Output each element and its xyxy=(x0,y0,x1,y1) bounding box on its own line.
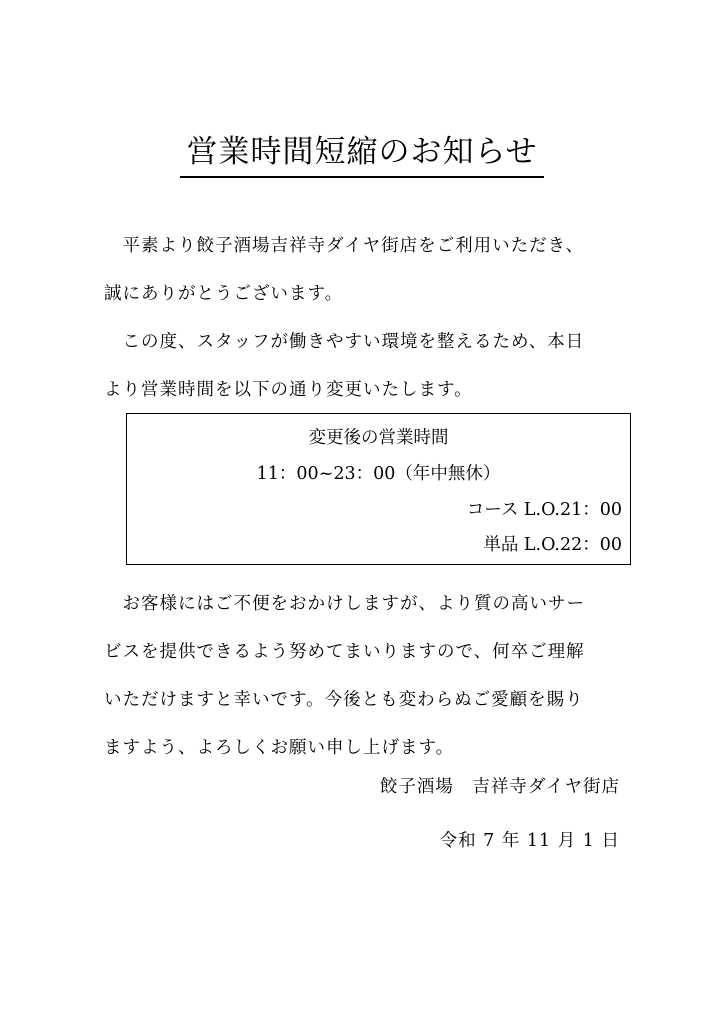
notice-paragraph xyxy=(104,318,624,414)
paragraph-line: いただけますと幸いです。今後とも変わらぬご愛顧を賜り xyxy=(104,690,584,710)
closing-paragraph xyxy=(104,580,624,772)
paragraph-line: 平素より餃子酒場吉祥寺ダイヤ街店をご利用いただき、 xyxy=(104,236,584,256)
business-hours: 11：00~23：00（年中無休） xyxy=(256,464,501,484)
notice-date: 令和 7 年 11 月 1 日 xyxy=(439,831,620,851)
hours-box xyxy=(126,413,631,565)
paragraph-line: 誠にありがとうございます。 xyxy=(104,284,344,304)
paragraph-line: より営業時間を以下の通り変更いたします。 xyxy=(104,380,473,400)
single-last-order: 単品 L.O.22：00 xyxy=(483,535,622,555)
hours-heading: 変更後の営業時間 xyxy=(308,428,449,448)
paragraph-line: ますよう、よろしくお願い申し上げます。 xyxy=(104,738,455,758)
course-last-order: コース L.O.21：00 xyxy=(466,500,622,520)
store-name: 餃子酒場 吉祥寺ダイヤ街店 xyxy=(379,777,620,797)
page-title: 営業時間短縮のお知らせ xyxy=(180,132,543,178)
title-block xyxy=(0,132,724,178)
paragraph-line: この度、スタッフが働きやすい環境を整えるため、本日 xyxy=(104,332,585,352)
paragraph-line: ビスを提供できるよう努めてまいりますので、何卒ご理解 xyxy=(104,642,585,662)
paragraph-line: お客様にはご不便をおかけしますが、より質の高いサー xyxy=(104,594,585,614)
intro-paragraph xyxy=(104,222,624,318)
